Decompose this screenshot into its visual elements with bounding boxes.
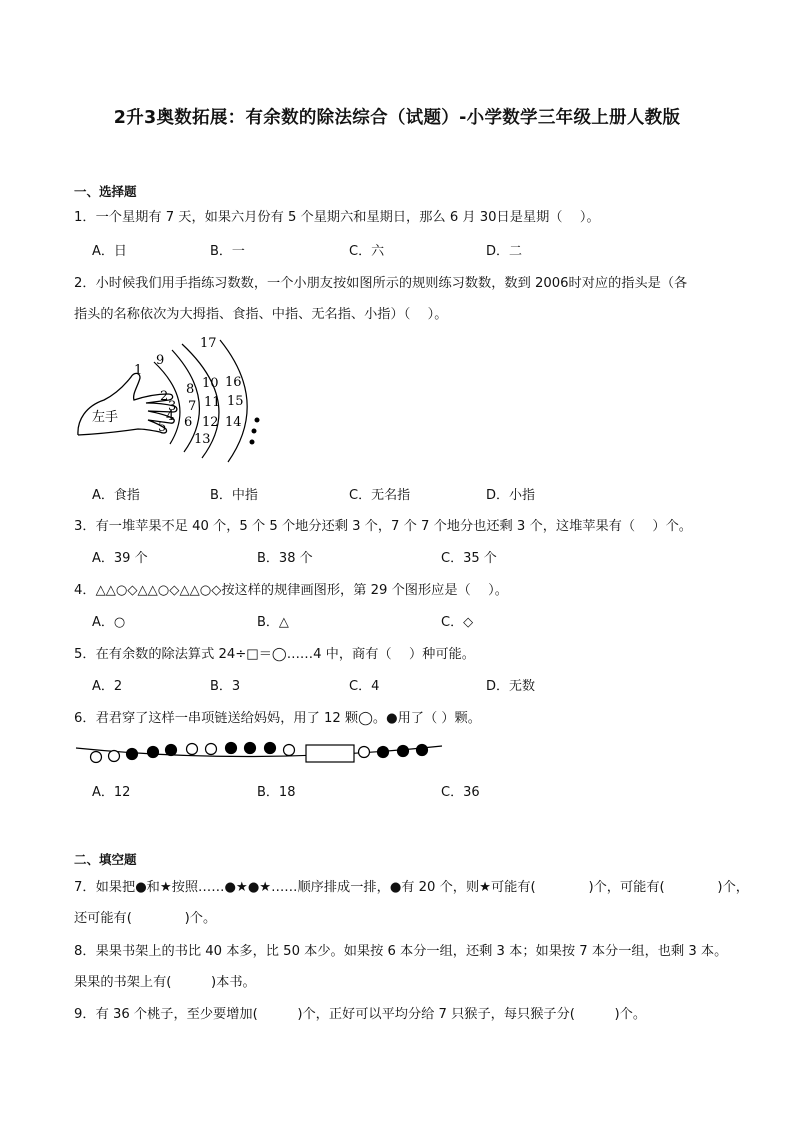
figure-number: 13: [194, 432, 211, 447]
ellipsis-dot: [250, 440, 255, 445]
figure-number: 15: [227, 394, 244, 409]
question-8-line-2: 果果的书架上有( )本书。: [74, 975, 256, 990]
figure-number: 16: [225, 375, 242, 390]
option-a[interactable]: A．食指: [92, 488, 140, 503]
page-title: 2升3奥数拓展：有余数的除法综合（试题）-小学数学三年级上册人教版: [113, 108, 681, 128]
option-c[interactable]: C．◇: [441, 615, 474, 630]
option-a[interactable]: A．12: [92, 785, 131, 800]
section-heading-fill: 二、填空题: [74, 852, 137, 867]
bead-black: [166, 745, 177, 756]
section-heading-choice: 一、选择题: [74, 184, 137, 199]
bead-black: [265, 743, 276, 754]
question-4: 4．△△○◇△△○◇△△○◇按这样的规律画图形，第 29 个图形应是（ ）。: [74, 583, 508, 598]
option-b[interactable]: B．38 个: [257, 551, 313, 566]
bead-black: [148, 747, 159, 758]
option-b[interactable]: B．18: [257, 785, 296, 800]
question-6: 6．君君穿了这样一串项链送给妈妈，用了 12 颗◯。●用了（ ）颗。: [74, 711, 481, 726]
bead-black: [226, 743, 237, 754]
option-c[interactable]: C．无名指: [349, 488, 411, 503]
bead-black: [398, 746, 409, 757]
bead-black: [417, 745, 428, 756]
figure-number: 8: [186, 382, 195, 397]
hidden-section-box: [306, 745, 354, 762]
option-c[interactable]: C．六: [349, 244, 385, 259]
figure-number: 7: [188, 399, 197, 414]
ellipsis-dot: [255, 418, 260, 423]
option-d[interactable]: D．小指: [486, 488, 536, 503]
option-d[interactable]: D．无数: [486, 679, 536, 694]
option-c[interactable]: C．35 个: [441, 551, 497, 566]
option-b[interactable]: B．△: [257, 615, 289, 630]
bead-black: [378, 747, 389, 758]
question-2-line-2: 指头的名称依次为大拇指、食指、中指、无名指、小指）（ ）。: [74, 307, 448, 322]
option-a[interactable]: A．日: [92, 244, 127, 259]
figure-number: 6: [184, 415, 193, 430]
option-a[interactable]: A．2: [92, 679, 123, 694]
question-1: 1．一个星期有 7 天，如果六月份有 5 个星期六和星期日，那么 6 月 30日是星期（ ）。: [74, 210, 600, 225]
bead-white: [359, 747, 370, 758]
figure-number: 3: [168, 399, 177, 414]
question-1-options: [92, 240, 692, 258]
figure-number: 1: [134, 363, 143, 378]
hand-label: 左手: [92, 410, 119, 425]
question-3: 3．有一堆苹果不足 40 个，5 个 5 个地分还剩 3 个，7 个 7 个地分也还剩 3 个，这堆苹果有（ ）个。: [74, 519, 692, 534]
figure-number: 11: [204, 395, 221, 410]
option-b[interactable]: B．中指: [210, 488, 258, 503]
bead-black: [245, 743, 256, 754]
option-b[interactable]: B．一: [210, 244, 245, 259]
option-a[interactable]: A．○: [92, 615, 126, 630]
option-a[interactable]: A．39 个: [92, 551, 148, 566]
figure-number: 10: [202, 376, 219, 391]
bead-white: [187, 744, 198, 755]
question-3-options: [92, 547, 692, 565]
figure-number: 17: [200, 336, 217, 351]
option-c[interactable]: C．4: [349, 679, 380, 694]
bead-white: [91, 752, 102, 763]
figure-number: 2: [160, 389, 169, 404]
option-b[interactable]: B．3: [210, 679, 241, 694]
ellipsis-dot: [252, 429, 257, 434]
option-c[interactable]: C．36: [441, 785, 480, 800]
figure-number: 5: [158, 420, 167, 435]
question-5-options: [92, 675, 692, 693]
bead-white: [284, 745, 295, 756]
figure-number: 9: [156, 353, 165, 368]
question-6-options: [92, 781, 692, 799]
question-7-line-1: 7．如果把●和★按照……●★●★……顺序排成一排，●有 20 个，则★可能有( )个，可能有( )个，: [74, 880, 749, 895]
necklace-figure: [74, 736, 446, 772]
bead-white: [109, 751, 120, 762]
question-7-line-2: 还可能有( )个。: [74, 911, 217, 926]
figure-number: 14: [225, 415, 242, 430]
question-4-options: [92, 611, 692, 629]
question-9: 9．有 36 个桃子，至少要增加( )个，正好可以平均分给 7 只猴子，每只猴子分( )个。: [74, 1007, 647, 1022]
question-2-options: [92, 484, 692, 502]
question-8-line-1: 8．果果书架上的书比 40 本多，比 50 本少。如果按 6 本分一组，还剩 3 本；如果按 7 本分一组，也剩 3 本。: [74, 944, 728, 959]
bead-white: [206, 744, 217, 755]
option-d[interactable]: D．二: [486, 244, 523, 259]
figure-number: 4: [166, 409, 175, 424]
figure-number: 12: [202, 415, 219, 430]
bead-black: [127, 749, 138, 760]
question-5: 5．在有余数的除法算式 24÷□＝◯……4 中，商有（ ）种可能。: [74, 647, 475, 662]
question-2-line-1: 2．小时候我们用手指练习数数，一个小朋友按如图所示的规则练习数数，数到 2006时对应的指头是（各: [74, 276, 688, 291]
finger-counting-figure: [74, 330, 274, 470]
